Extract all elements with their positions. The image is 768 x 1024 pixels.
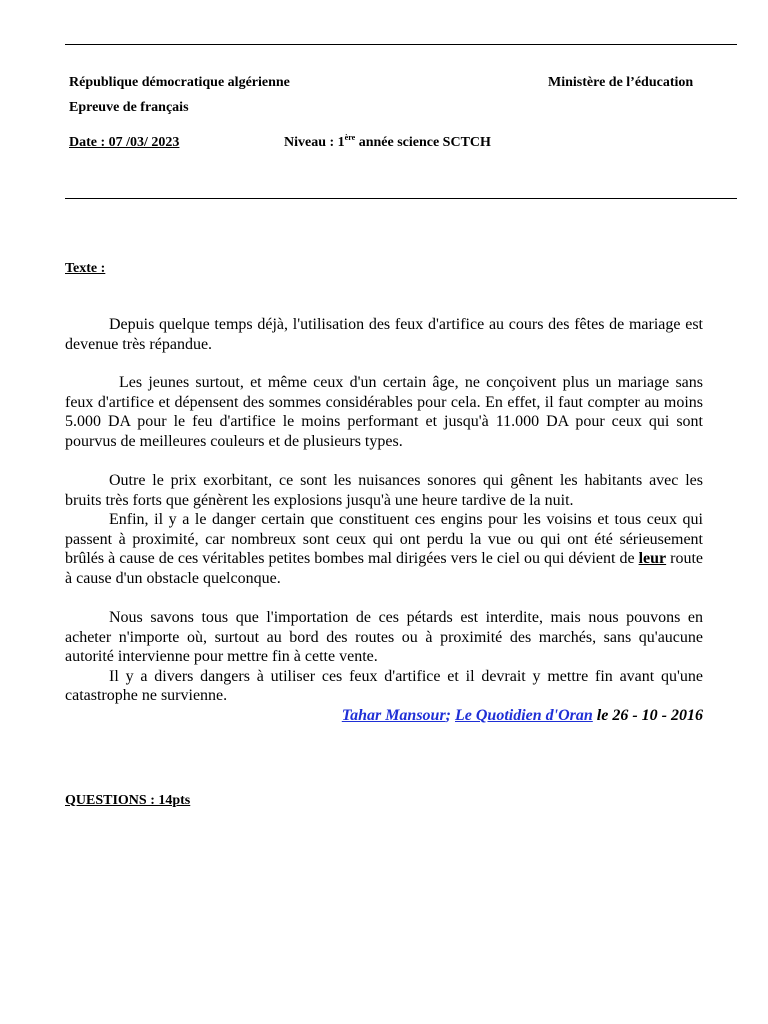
- questions-label: QUESTIONS : 14pts: [65, 793, 191, 808]
- paragraph-4-before: Enfin, il y a le danger certain que constituent ces engins pour les voisins et tous ceux qui passent à proximité, car nombreux sont ceux qui ont perdu la vue ou qui ont été sérieusement brûlés à cause de ces véritables petites bombes mal dirigées vers le ciel ou qui dévient de: [65, 511, 703, 567]
- exam-title: [69, 100, 189, 116]
- exam-level: [284, 135, 491, 151]
- paragraph-group-3: [65, 471, 703, 588]
- paragraph-4-text: [65, 510, 703, 588]
- republic-header: République démocratique algérienne: [69, 75, 290, 90]
- newspaper-link[interactable]: Le Quotidien d'Oran: [455, 707, 593, 724]
- exam-date: Date : 07 /03/ 2023: [69, 135, 180, 150]
- exam-title-text: Epreuve de français: [69, 100, 189, 115]
- level-prefix: Niveau : 1: [284, 135, 345, 150]
- paragraph-2-text: Les jeunes surtout, et même ceux d'un certain âge, ne conçoivent plus un mariage sans feux d'artifice et dépensent des sommes considérables pour cela. En effet, il faut compter au moins 5.000 DA pour le feu d'artifice le moins performant et jusqu'à 11.000 DA pour ceux qui sont pourvus de meilleures couleurs et de plusieurs types.: [65, 374, 703, 450]
- ministry-header: Ministère de l’éducation: [548, 75, 694, 90]
- bottom-rule: [65, 198, 737, 199]
- texte-label: Texte :: [65, 261, 106, 276]
- paragraph-1: [65, 315, 703, 354]
- level-superscript: ère: [344, 133, 356, 142]
- paragraph-5-text: Nous savons tous que l'importation de ces pétards est interdite, mais nous pouvons en acheter n'importe où, surtout au bord des routes ou à proximité des marchés, sans qu'aucune autorité intervienne pour mettre fin à cette vente.: [65, 609, 703, 665]
- paragraph-2: [65, 373, 703, 451]
- top-rule: [65, 44, 737, 45]
- underlined-word-leur: leur: [638, 550, 667, 567]
- paragraph-4-after: route à cause d'un obstacle quelconque.: [65, 550, 703, 587]
- paragraph-6-text: Il y a divers dangers à utiliser ces feux d'artifice et il devrait y mettre fin avant qu'une catastrophe ne survienne.: [65, 667, 703, 704]
- source-separator: ;: [445, 707, 451, 724]
- paragraph-3-text: Outre le prix exorbitant, ce sont les nuisances sonores qui gênent les habitants avec les bruits très forts que génèrent les explosions jusqu'à une heure tardive de la nuit.: [65, 472, 703, 509]
- paragraph-group-5: [65, 608, 703, 706]
- level-suffix: année science SCTCH: [355, 135, 491, 150]
- source-citation: [342, 706, 703, 725]
- source-date: le 26 - 10 - 2016: [592, 707, 703, 724]
- author-link[interactable]: Tahar Mansour: [341, 707, 446, 724]
- paragraph-1-text: Depuis quelque temps déjà, l'utilisation des feux d'artifice au cours des fêtes de mariage est devenue très répandue.: [65, 316, 703, 353]
